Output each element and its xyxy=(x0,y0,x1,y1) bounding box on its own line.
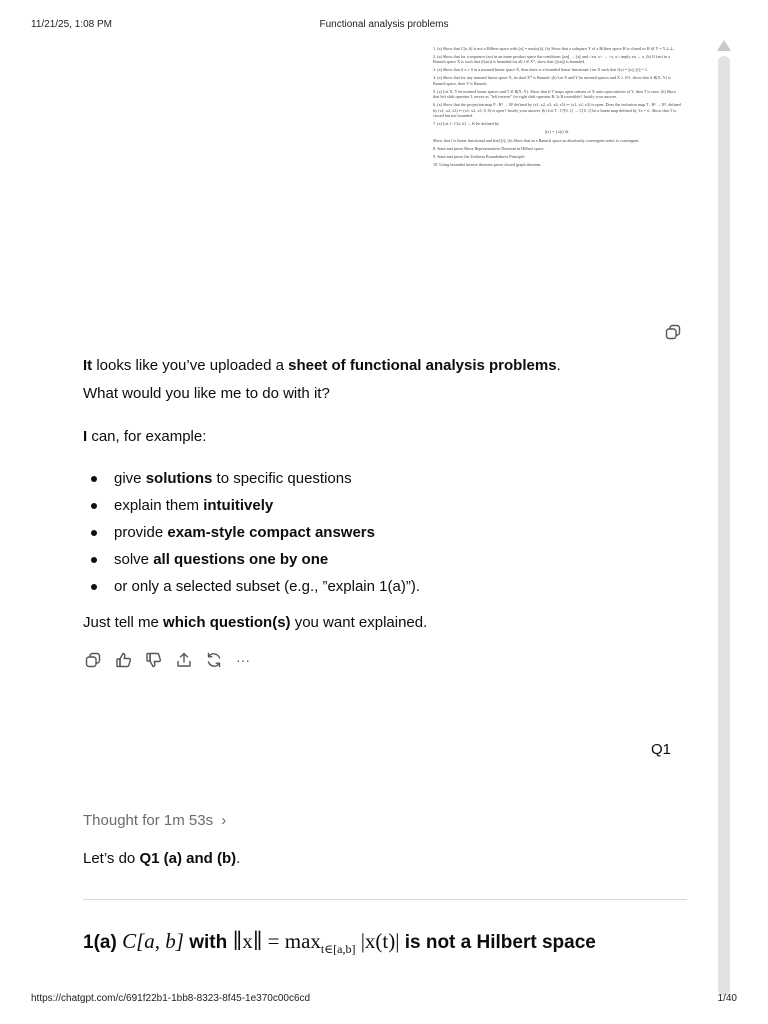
print-url: https://chatgpt.com/c/691f22b1-1bb8-8323-8f45-1e370c00c6cd xyxy=(31,993,311,1004)
scrollbar[interactable] xyxy=(717,40,731,995)
share-icon[interactable] xyxy=(175,651,193,669)
copy-icon[interactable] xyxy=(664,323,682,341)
thumbs-up-icon[interactable] xyxy=(115,651,133,669)
problem-item: 8. State and prove Riesz Representation Theorem in Hilbert space. xyxy=(433,145,545,151)
thought-label: Thought for 1m 53s xyxy=(83,812,214,829)
copy-icon[interactable] xyxy=(84,651,102,669)
divider xyxy=(83,899,687,900)
scroll-thumb[interactable] xyxy=(718,56,730,996)
attached-problem-sheet-image[interactable] xyxy=(425,40,687,302)
problem-item: 6. (a) Show that the projection map P : R⁵ → R³ defined by (x1, x2, x3, x4, x5) ↦ (x1, x2, x3) is open. Does the inclusion map T : R³ → R⁵, defined by (x1, x2, x3) ↦ (x1, x2, x3, 0, 0) is open? Justify your answer. (b) Let T : C¹[0, 1] → C[0, 1] be a linear map defined by Tx = x'. Show that T is closed but not bounded. xyxy=(433,102,681,119)
list-item: solve all questions one by one xyxy=(83,549,683,576)
thumbs-down-icon[interactable] xyxy=(145,651,163,669)
options-list xyxy=(83,468,683,603)
problem-item: 9. State and prove the Uniform Boundedness Principle. xyxy=(433,153,526,159)
scroll-up-arrow-icon[interactable] xyxy=(717,40,731,51)
problem-item: 1. (a) Show that C[a, b] is not a Hilbert space with ||x|| = max|x(t)|. (b) Show that a subspace Y of a Hilbert space H is closed in H iff Y = Y⊥⊥. xyxy=(433,46,675,51)
problem-item: 5. (a) Let X, Y be normed linear spaces and T ∈ B(X, Y). Show that if T maps open subsets of X onto open subsets of Y, then T is onto. (b) Show that left shift operator L serves as "left inverse" for right shift operator R. Is R invertible? Justify your answer. xyxy=(433,88,677,100)
problem-item: 4. (a) Show that for any normed linear space X, its dual X* is Banach. (b) Let X and Y be normed spaces and X ≠ {0}, show that if B(X, Y) is Banach space, then Y is Banach. xyxy=(433,75,671,86)
assistant-options-lead: I can, for example: xyxy=(83,428,207,445)
chevron-right-icon: › xyxy=(221,812,227,829)
regenerate-icon[interactable] xyxy=(205,651,223,669)
problem-item: 7. (a) Let f : C[a, b] → K be defined by xyxy=(433,121,499,127)
assistant-closing: Just tell me which question(s) you want explained. xyxy=(83,614,428,631)
thought-toggle[interactable] xyxy=(83,811,226,831)
more-options-icon[interactable]: ··· xyxy=(236,652,250,668)
print-title: Functional analysis problems xyxy=(319,19,449,30)
problem-item: Show that f is linear functional and find ||f||. (b) Show that in a Banach space an absolutely convergent series is convergent. xyxy=(433,137,640,143)
list-item: explain them intuitively xyxy=(83,495,683,522)
section-heading: 1(a) C[a, b] with ∥x∥ = $\max_{t\in[a,b]} |x(t)|$ is not a Hilbert space xyxy=(83,929,596,956)
list-item: provide exam-style compact answers xyxy=(83,522,683,549)
assistant-question: What would you like me to do with it? xyxy=(83,385,330,402)
assistant-reply: Let’s do Q1 (a) and (b). xyxy=(83,850,241,867)
problem-item: 3. (a) Show that if x ≠ 0 in a normed linear space X, then there is a bounded linear functional f on X such that f(x) = ||x||, ||f|| = 1. xyxy=(433,67,649,73)
user-message: Q1 xyxy=(650,741,671,758)
print-footer xyxy=(31,993,737,1007)
print-page-number: 1/40 xyxy=(717,993,737,1004)
print-header xyxy=(31,19,737,33)
list-item: or only a selected subset (e.g., ”explain 1(a)”). xyxy=(83,576,683,603)
problem-equation: f(x) = ∫ x(t) dt. xyxy=(544,129,570,135)
problem-item: 10. Using bounded inverse theorem prove closed graph theorem. xyxy=(433,161,542,167)
problem-item: 2. (a) Show that for a sequence (xn) in an inner product space the conditions ||xn|| → ||x|| and <xn, x> → <x, x> imply xn → x. (b) If (xn) in a Banach space X is such that (f(xn)) is bounded for all f ∈ X*, show that (||xn||) is bounded. xyxy=(433,54,671,65)
print-datetime: 11/21/25, 1:08 PM xyxy=(31,19,112,30)
problem-list xyxy=(425,40,687,167)
list-item: give solutions to specific questions xyxy=(83,468,683,495)
assistant-intro: It looks like you’ve uploaded a sheet of functional analysis problems. xyxy=(83,357,561,374)
